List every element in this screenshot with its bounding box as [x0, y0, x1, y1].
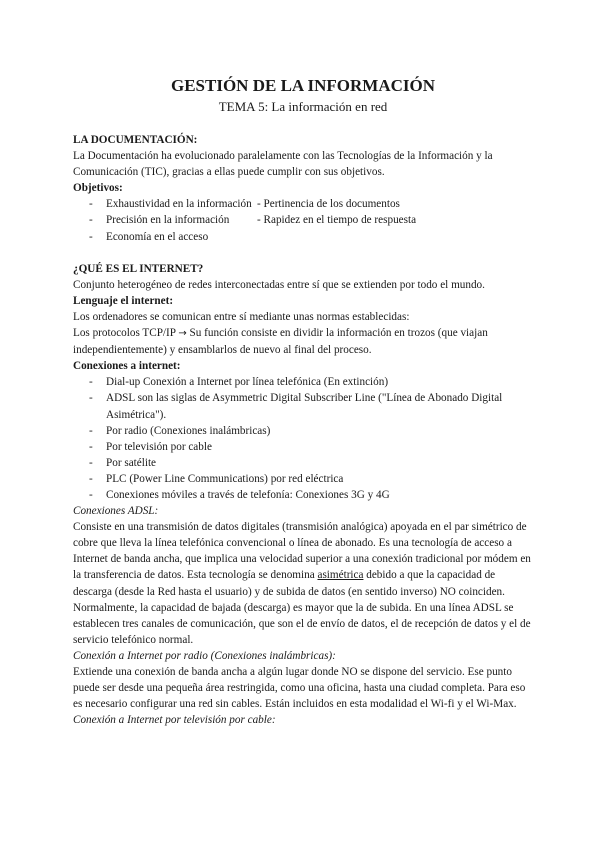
- documentacion-intro: La Documentación ha evolucionado paralelamente con las Tecnologías de la Información y la Comunicación (TIC), gracias a ellas puede cumplir con sus objetivos.: [73, 150, 493, 179]
- list-item: - PLC (Power Line Communications) por red eléctrica: [73, 471, 533, 487]
- arrow-right-icon: →: [178, 328, 187, 340]
- lenguaje-label: Lenguaje el internet:: [73, 294, 174, 307]
- cable-heading: Conexión a Internet por televisión por cable:: [73, 714, 276, 727]
- lenguaje-text-1: Los ordenadores se comunican entre sí mediante unas normas establecidas:: [73, 310, 410, 323]
- list-item: - Por radio (Conexiones inalámbricas): [73, 423, 533, 439]
- section-heading-internet: ¿QUÉ ES EL INTERNET?: [73, 262, 204, 275]
- objetivos-label: Objetivos:: [73, 182, 123, 195]
- adsl-text: Consiste en una transmisión de datos digitales (transmisión analógica) apoyada en el par simétrico de cobre que lleva la línea telefónica convencional o línea de abonado. Es una tecnología de acceso a Internet de banda ancha, que implica una velocidad superior a una conexión tradicional por módem en la transferencia de datos. Esta tecnología se denomina asimétrica debido a que la capacidad de descarga (desde la Red hasta el usuario) y de subida de datos (en sentido inverso) NO coinciden. Normalmente, la capacidad de bajada (descarga) es mayor que la de subida. En una línea ADSL se establecen tres canales de comunicación, que son el de envío de datos, el de recepción de datos y el de servicio telefónico normal.: [73, 521, 531, 646]
- adsl-heading: Conexiones ADSL:: [73, 505, 159, 518]
- radio-text: Extiende una conexión de banda ancha a algún lugar donde NO se dispone del servicio. Ese punto puede ser desde una pequeña área restringida, como una oficina, hasta una ciudad completa. Para eso es necesario configurar una red sin cables. Están incluidos en esta modalidad el Wi-fi y el Wi-Max.: [73, 666, 526, 711]
- list-item: - Por televisión por cable: [73, 439, 533, 455]
- list-item: - ADSL son las siglas de Asymmetric Digital Subscriber Line ("Línea de Abonado Digital Asimétrica").: [73, 390, 533, 422]
- list-item: - Precisión en la información - Rapidez en el tiempo de respuesta: [73, 212, 533, 228]
- conexiones-list: [73, 374, 533, 503]
- document-subtitle: TEMA 5: La información en red: [218, 99, 388, 114]
- lenguaje-text-2: Los protocolos TCP/IP → Su función consiste en dividir la información en trozos (que viajan independientemente) y ensamblarlos de nuevo al final del proceso.: [73, 327, 488, 357]
- list-item: - Dial-up Conexión a Internet por línea telefónica (En extinción): [73, 374, 533, 390]
- document-title: GESTIÓN DE LA INFORMACIÓN: [170, 76, 435, 95]
- list-item: - Por satélite: [73, 455, 533, 471]
- section-heading-documentacion: LA DOCUMENTACIÓN:: [73, 134, 198, 146]
- underlined-term: asimétrica: [317, 569, 364, 582]
- list-item: - Economía en el acceso: [73, 229, 533, 245]
- objetivos-list: [73, 196, 533, 244]
- list-item: - Exhaustividad en la información - Pertinencia de los documentos: [73, 196, 533, 212]
- document-body: [73, 76, 533, 728]
- list-item: - Conexiones móviles a través de telefonía: Conexiones 3G y 4G: [73, 487, 533, 503]
- conexiones-label: Conexiones a internet:: [73, 360, 181, 373]
- internet-definition: Conjunto heterogéneo de redes interconectadas entre sí que se extienden por todo el mundo.: [73, 278, 485, 291]
- radio-heading: Conexión a Internet por radio (Conexiones inalámbricas):: [73, 649, 336, 662]
